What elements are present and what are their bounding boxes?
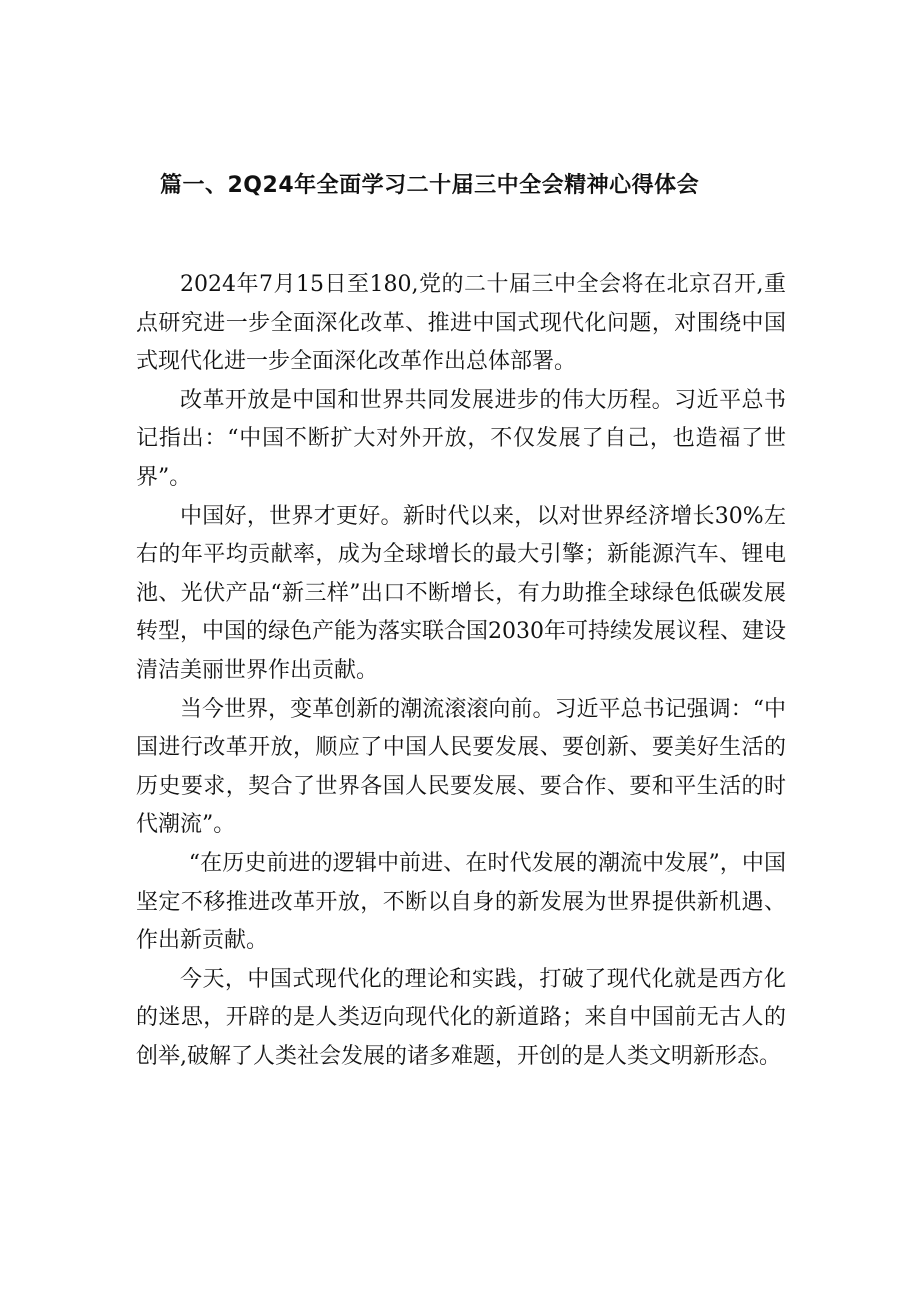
document-body bbox=[136, 266, 786, 1076]
paragraph-5: “在历史前进的逻辑中前进、在时代发展的潮流中发展”，中国坚定不移推进改革开放，不断以自身的新发展为世界提供新机遇、作出新贡献。 bbox=[136, 850, 786, 954]
paragraph-1: 2024年7月15日至180,党的二十届三中全会将在北京召开,重点研究进一步全面深化改革、推进中国式现代化问题，对围绕中国式现代化进一步全面深化改革作出总体部署。 bbox=[136, 272, 786, 375]
document-title: 篇一、2Q24年全面学习二十届三中全会精神心得体会 bbox=[160, 173, 700, 198]
paragraph-4: 当今世界，变革创新的潮流滚滚向前。习近平总书记强调：“中国进行改革开放，顺应了中国人民要发展、要创新、要美好生活的历史要求，契合了世界各国人民要发展、要合作、要和平生活的时代潮流”。 bbox=[136, 696, 786, 838]
paragraph-2: 改革开放是中国和世界共同发展进步的伟大历程。习近平总书记指出：“中国不断扩大对外开放，不仅发展了自己，也造福了世界”。 bbox=[136, 387, 786, 490]
paragraph-6: 今天，中国式现代化的理论和实践，打破了现代化就是西方化的迷思，开辟的是人类迈向现代化的新道路；来自中国前无古人的创举,破解了人类社会发展的诸多难题，开创的是人类文明新形态。 bbox=[136, 966, 786, 1069]
paragraph-3: 中国好，世界才更好。新时代以来，以对世界经济增长30%左右的年平均贡献率，成为全球增长的最大引擎；新能源汽车、锂电池、光伏产品“新三样”出口不断增长，有力助推全球绿色低碳发展转型，中国的绿色产能为落实联合国2030年可持续发展议程、建设清洁美丽世界作出贡献。 bbox=[136, 503, 786, 683]
